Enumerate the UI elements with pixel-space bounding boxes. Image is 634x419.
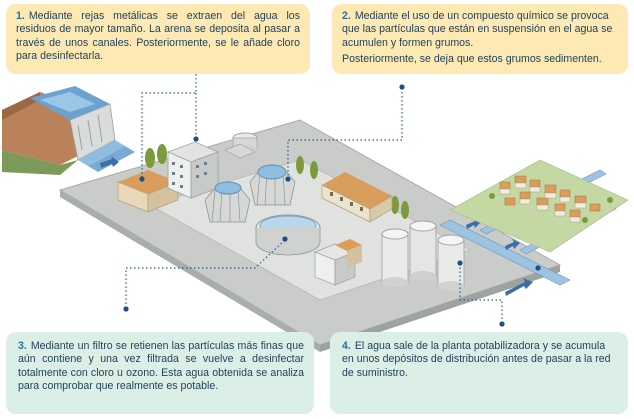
step-4-number: 4. <box>342 340 351 352</box>
filter-basin <box>256 215 320 255</box>
step-3-number: 3. <box>18 340 27 352</box>
step-1-paragraph <box>16 10 300 64</box>
step-4-paragraph <box>342 340 618 380</box>
pointer-dot-2b <box>285 176 290 181</box>
step-2-text-followup: Posteriormente, se deja que estos grumos sedimenten. <box>342 53 602 66</box>
pointer-dot-1 <box>139 176 144 181</box>
step-1-card <box>6 4 310 74</box>
step-2-paragraph <box>342 10 618 50</box>
step-3-text: Mediante un filtro se retienen las partículas más finas que aún contiene y una vez filtrada se vuelve a desinfectar totalmente con cloro u ozono. Esta agua obtenida se analiza para comprobar que realmente es potable. <box>18 340 304 393</box>
pointer-dot-3 <box>123 306 128 311</box>
step-2-card <box>332 4 628 74</box>
step-4-card <box>330 332 628 414</box>
step-3-card <box>6 332 314 414</box>
control-tower <box>168 142 218 198</box>
step-1-number: 1. <box>16 10 25 22</box>
step-3-paragraph <box>18 340 304 394</box>
pointer-dot-2 <box>399 84 404 89</box>
step-1-text: Mediante rejas metálicas se extraen del agua los residuos de mayor tamaño. La arena se deposita al pasar a través de unos canales. Posteriormente, se le añade cloro para desinfectarla. <box>16 10 300 63</box>
step-2-text: Mediante el uso de un compuesto químico se provoca que las partículas que están en suspensión en el agua se acumulen y formen grumos. <box>342 10 613 49</box>
pointer-dot-4c <box>535 265 540 270</box>
pointer-dot-4 <box>499 321 504 326</box>
pointer-dot-3b <box>282 236 287 241</box>
pointer-dot-4b <box>457 260 462 265</box>
step-2-number: 2. <box>342 10 351 22</box>
step-4-text: El agua sale de la planta potabilizadora y se acumula en unos depósitos de distribución antes de pasar a la red de suministro. <box>342 340 611 379</box>
